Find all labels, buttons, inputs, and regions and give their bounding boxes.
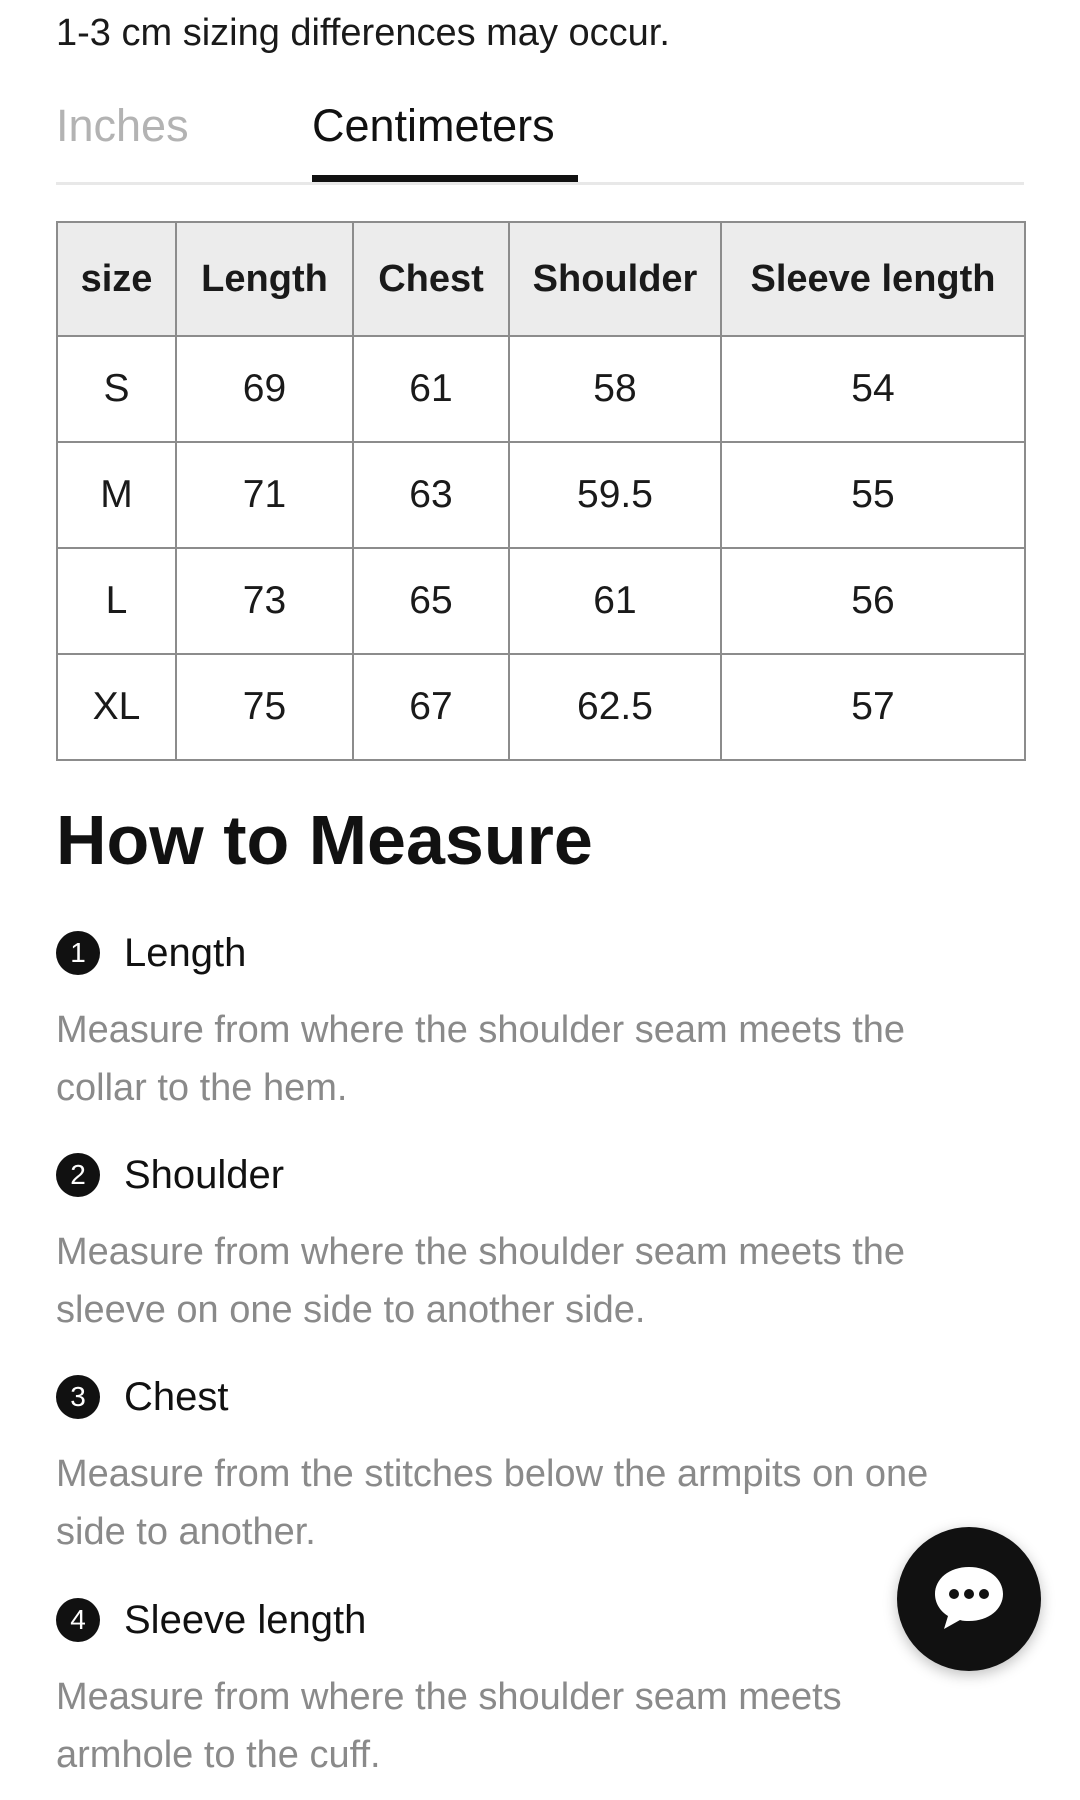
cell-shoulder: 62.5: [509, 654, 721, 760]
active-tab-indicator: [312, 175, 578, 182]
step-description: Measure from the stitches below the armpits on one side to another.: [56, 1453, 929, 1553]
cell-chest: 61: [353, 336, 509, 442]
step-number-badge: 3: [56, 1375, 100, 1419]
cell-shoulder: 58: [509, 336, 721, 442]
cell-size: L: [57, 548, 176, 654]
cell-sleeve-length: 57: [721, 654, 1025, 760]
header-shoulder: Shoulder: [509, 222, 721, 336]
step-label: Length: [124, 931, 247, 975]
header-chest: Chest: [353, 222, 509, 336]
header-size: size: [57, 222, 176, 336]
step-description: Measure from where the shoulder seam meets the collar to the hem.: [56, 1009, 906, 1109]
measure-step-shoulder: [56, 1147, 1024, 1339]
measure-step-chest: [56, 1369, 1024, 1561]
sizing-disclaimer: 1-3 cm sizing differences may occur.: [56, 12, 670, 54]
table-header-row: [57, 222, 1025, 336]
step-description: Measure from where the shoulder seam meets armhole to the cuff.: [56, 1676, 842, 1776]
step-label: Chest: [124, 1375, 229, 1419]
step-number-badge: 1: [56, 931, 100, 975]
cell-shoulder: 59.5: [509, 442, 721, 548]
table-row: [57, 548, 1025, 654]
cell-sleeve-length: 55: [721, 442, 1025, 548]
header-sleeve-length: Sleeve length: [721, 222, 1025, 336]
measure-step-sleeve-length: [56, 1592, 1024, 1784]
cell-chest: 65: [353, 548, 509, 654]
cell-length: 73: [176, 548, 353, 654]
how-to-measure-title: How to Measure: [56, 801, 593, 879]
table-row: [57, 442, 1025, 548]
table-row: [57, 654, 1025, 760]
chat-button[interactable]: [897, 1527, 1041, 1671]
cell-size: XL: [57, 654, 176, 760]
chat-bubble-icon: [931, 1563, 1007, 1635]
measure-step-length: [56, 925, 1024, 1117]
step-label: Shoulder: [124, 1153, 285, 1197]
cell-sleeve-length: 54: [721, 336, 1025, 442]
step-heading: [56, 1592, 1024, 1646]
table-row: [57, 336, 1025, 442]
size-chart-table: [56, 221, 1026, 761]
step-number-badge: 2: [56, 1153, 100, 1197]
step-number-badge: 4: [56, 1598, 100, 1642]
cell-length: 75: [176, 654, 353, 760]
tab-inches[interactable]: Inches: [56, 100, 189, 151]
cell-chest: 67: [353, 654, 509, 760]
step-heading: [56, 1369, 1024, 1423]
cell-sleeve-length: 56: [721, 548, 1025, 654]
cell-size: S: [57, 336, 176, 442]
cell-length: 69: [176, 336, 353, 442]
cell-shoulder: 61: [509, 548, 721, 654]
header-length: Length: [176, 222, 353, 336]
cell-length: 71: [176, 442, 353, 548]
step-heading: [56, 925, 1024, 979]
step-description: Measure from where the shoulder seam meets the sleeve on one side to another side.: [56, 1231, 906, 1331]
cell-chest: 63: [353, 442, 509, 548]
step-heading: [56, 1147, 1024, 1201]
unit-tabs: [56, 96, 1024, 185]
cell-size: M: [57, 442, 176, 548]
tab-centimeters[interactable]: Centimeters: [312, 100, 555, 151]
step-label: Sleeve length: [124, 1598, 367, 1642]
